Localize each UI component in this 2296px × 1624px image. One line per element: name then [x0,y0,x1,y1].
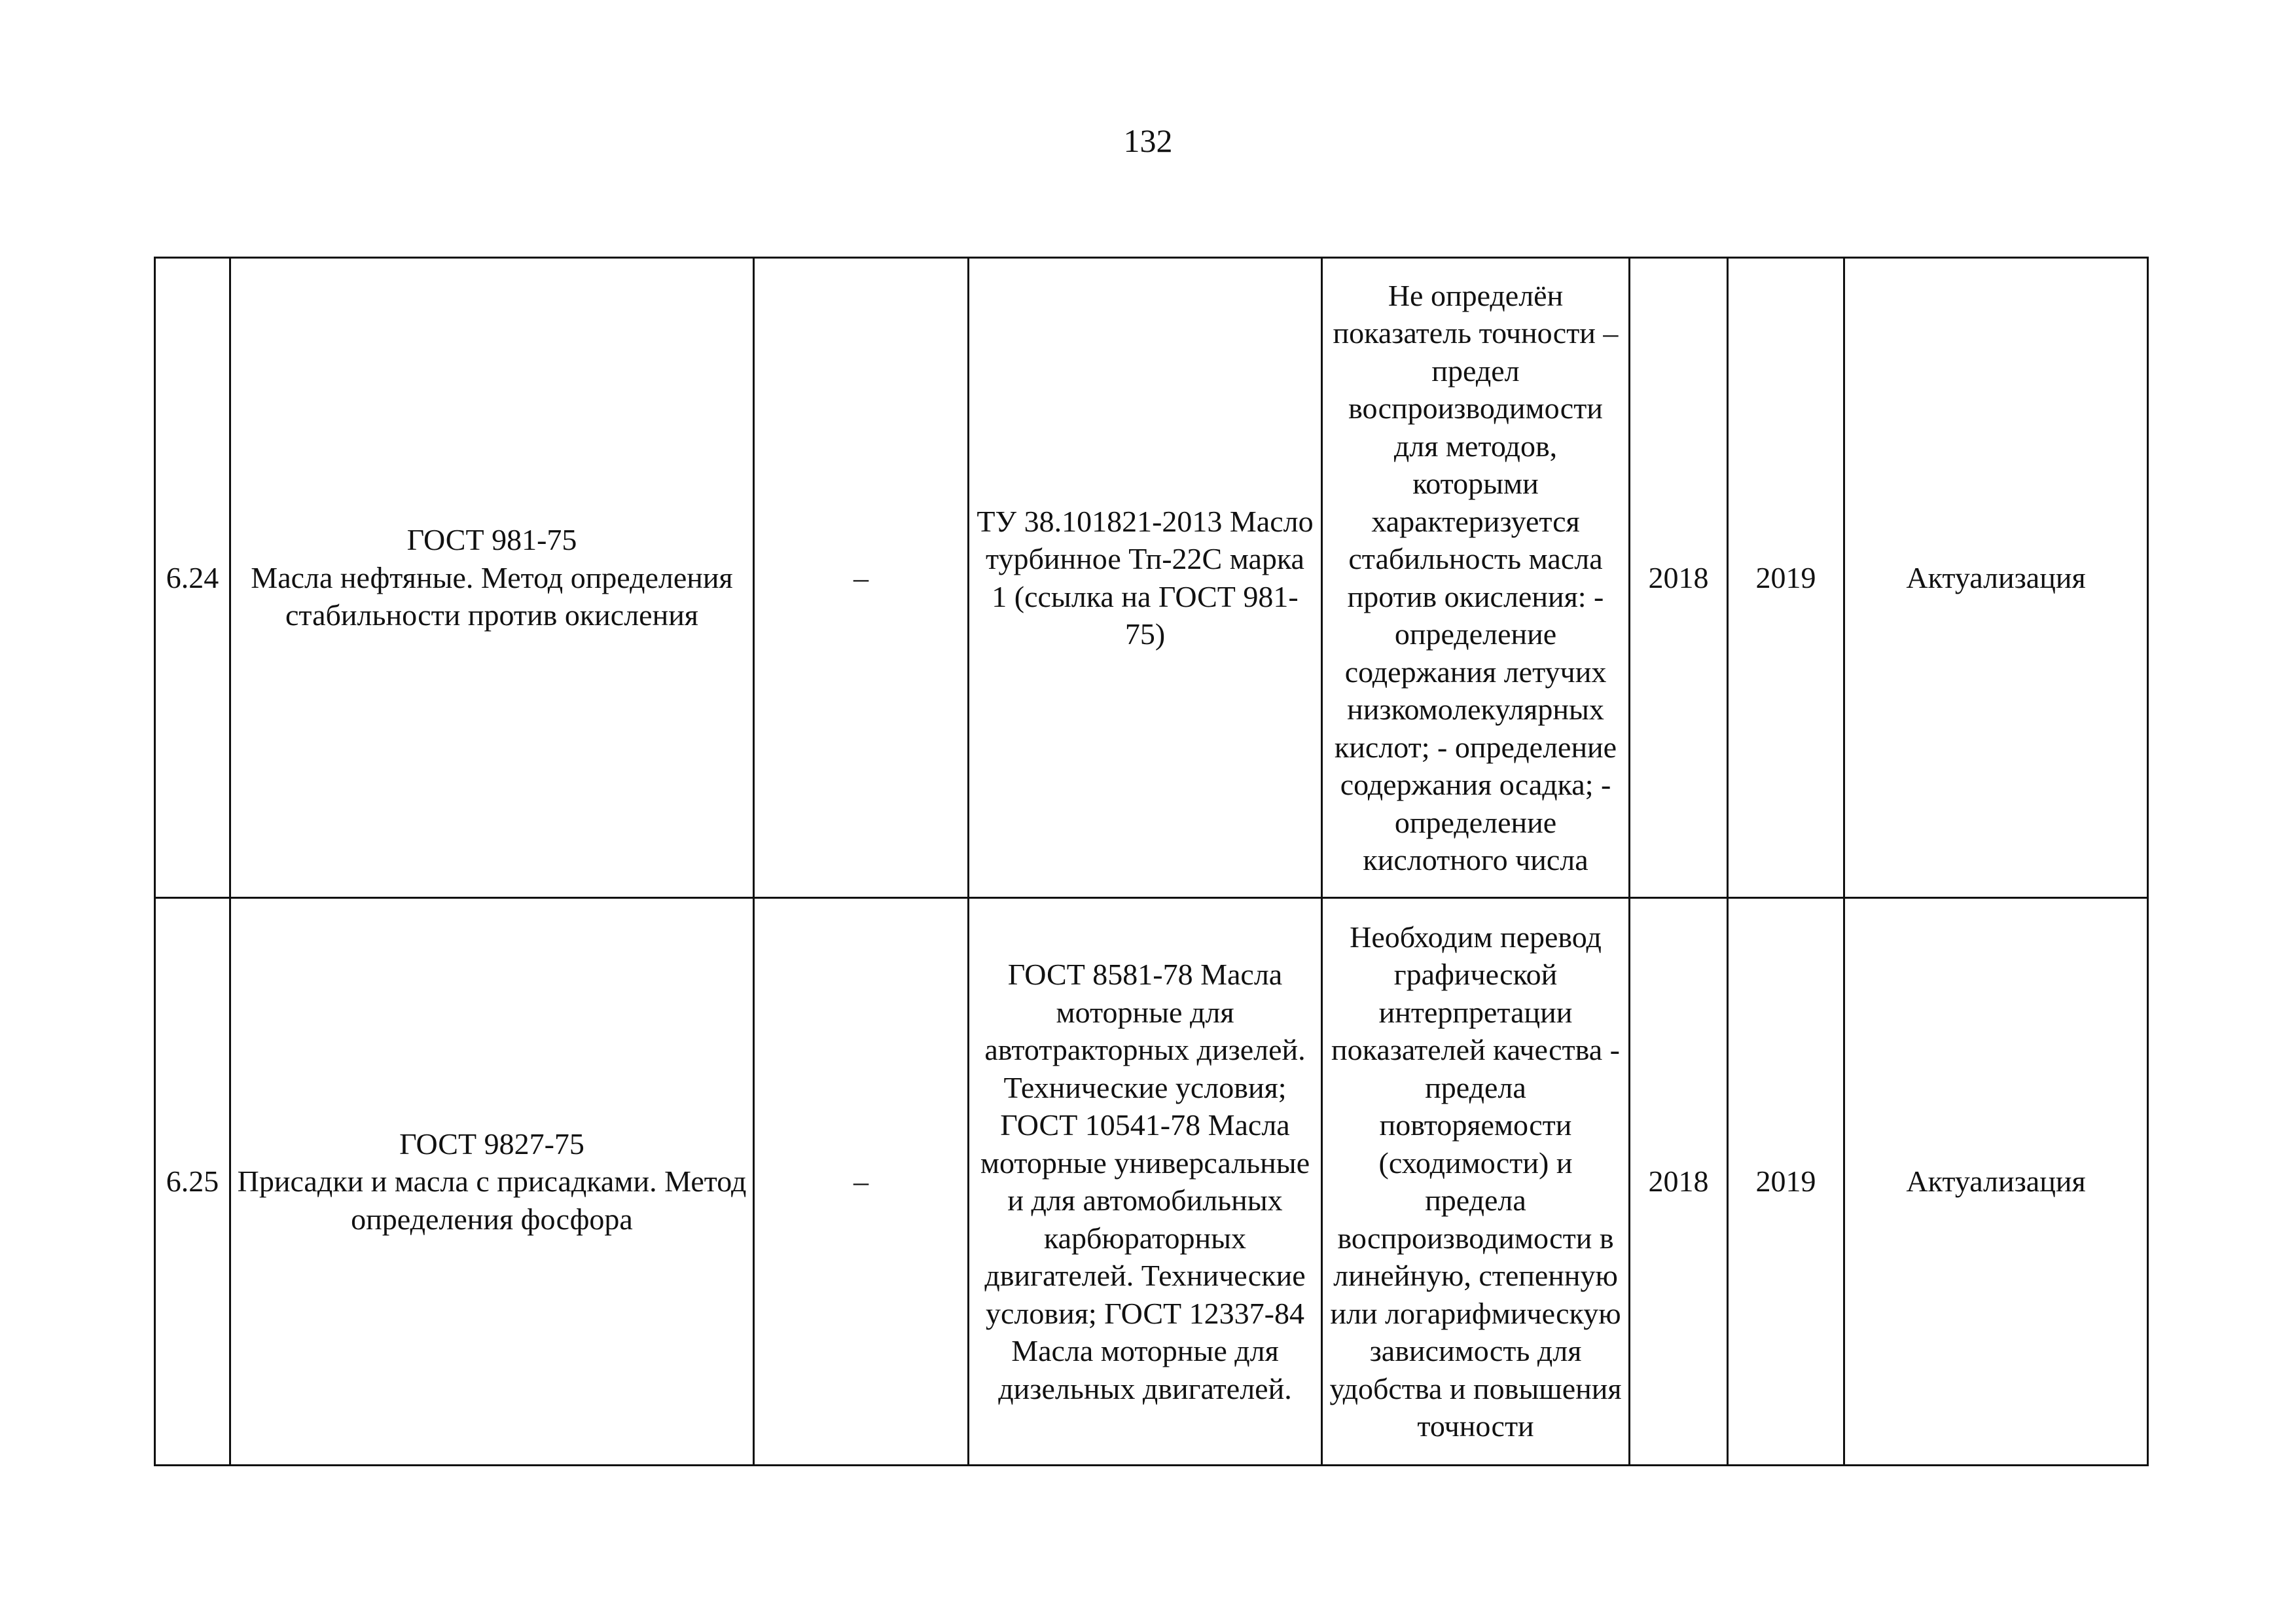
row-number: 6.24 [155,258,230,898]
references-cell: ГОСТ 8581-78 Масла моторные для автотракторных дизелей. Технические условия; ГОСТ 10541-78 Масла моторные универсальные и для автомобильных карбюраторных двигателей. Технические условия; ГОСТ 12337-84 Масла моторные для дизельных двигателей. [969,898,1322,1466]
table-row [155,898,2148,1466]
description-cell: Необходим перевод графической интерпретации показателей качества - предела повторяемости (сходимости) и предела воспроизводимости в линейную, степенную или логарифмическую зависимость для удобства и повышения точности [1322,898,1630,1466]
column-3-cell: – [754,258,969,898]
year-end-cell: 2019 [1728,258,1844,898]
table-row [155,258,2148,898]
description-cell: Не определён показатель точности – предел воспроизводимости для методов, которыми характеризуется стабильность масла против окисления: - определение содержания летучих низкомолекулярных кислот; - определение содержания осадка; - определение кислотного числа [1322,258,1630,898]
standard-title: Масла нефтяные. Метод определения стабильности против окисления [251,560,733,632]
standard-code: ГОСТ 981-75 [406,523,577,557]
standard-title: Присадки и масла с присадками. Метод определения фосфора [237,1164,747,1236]
page-number: 132 [1123,122,1173,159]
references-cell: ТУ 38.101821-2013 Масло турбинное Тп-22С марка 1 (ссылка на ГОСТ 981-75) [969,258,1322,898]
year-end-cell: 2019 [1728,898,1844,1466]
year-start-cell: 2018 [1630,258,1728,898]
standard-cell [230,258,754,898]
row-number: 6.25 [155,898,230,1466]
year-start-cell: 2018 [1630,898,1728,1466]
standard-cell [230,898,754,1466]
standards-table [154,257,2149,1466]
column-3-cell: – [754,898,969,1466]
action-cell: Актуализация [1844,898,2148,1466]
standard-code: ГОСТ 9827-75 [399,1127,584,1161]
action-cell: Актуализация [1844,258,2148,898]
